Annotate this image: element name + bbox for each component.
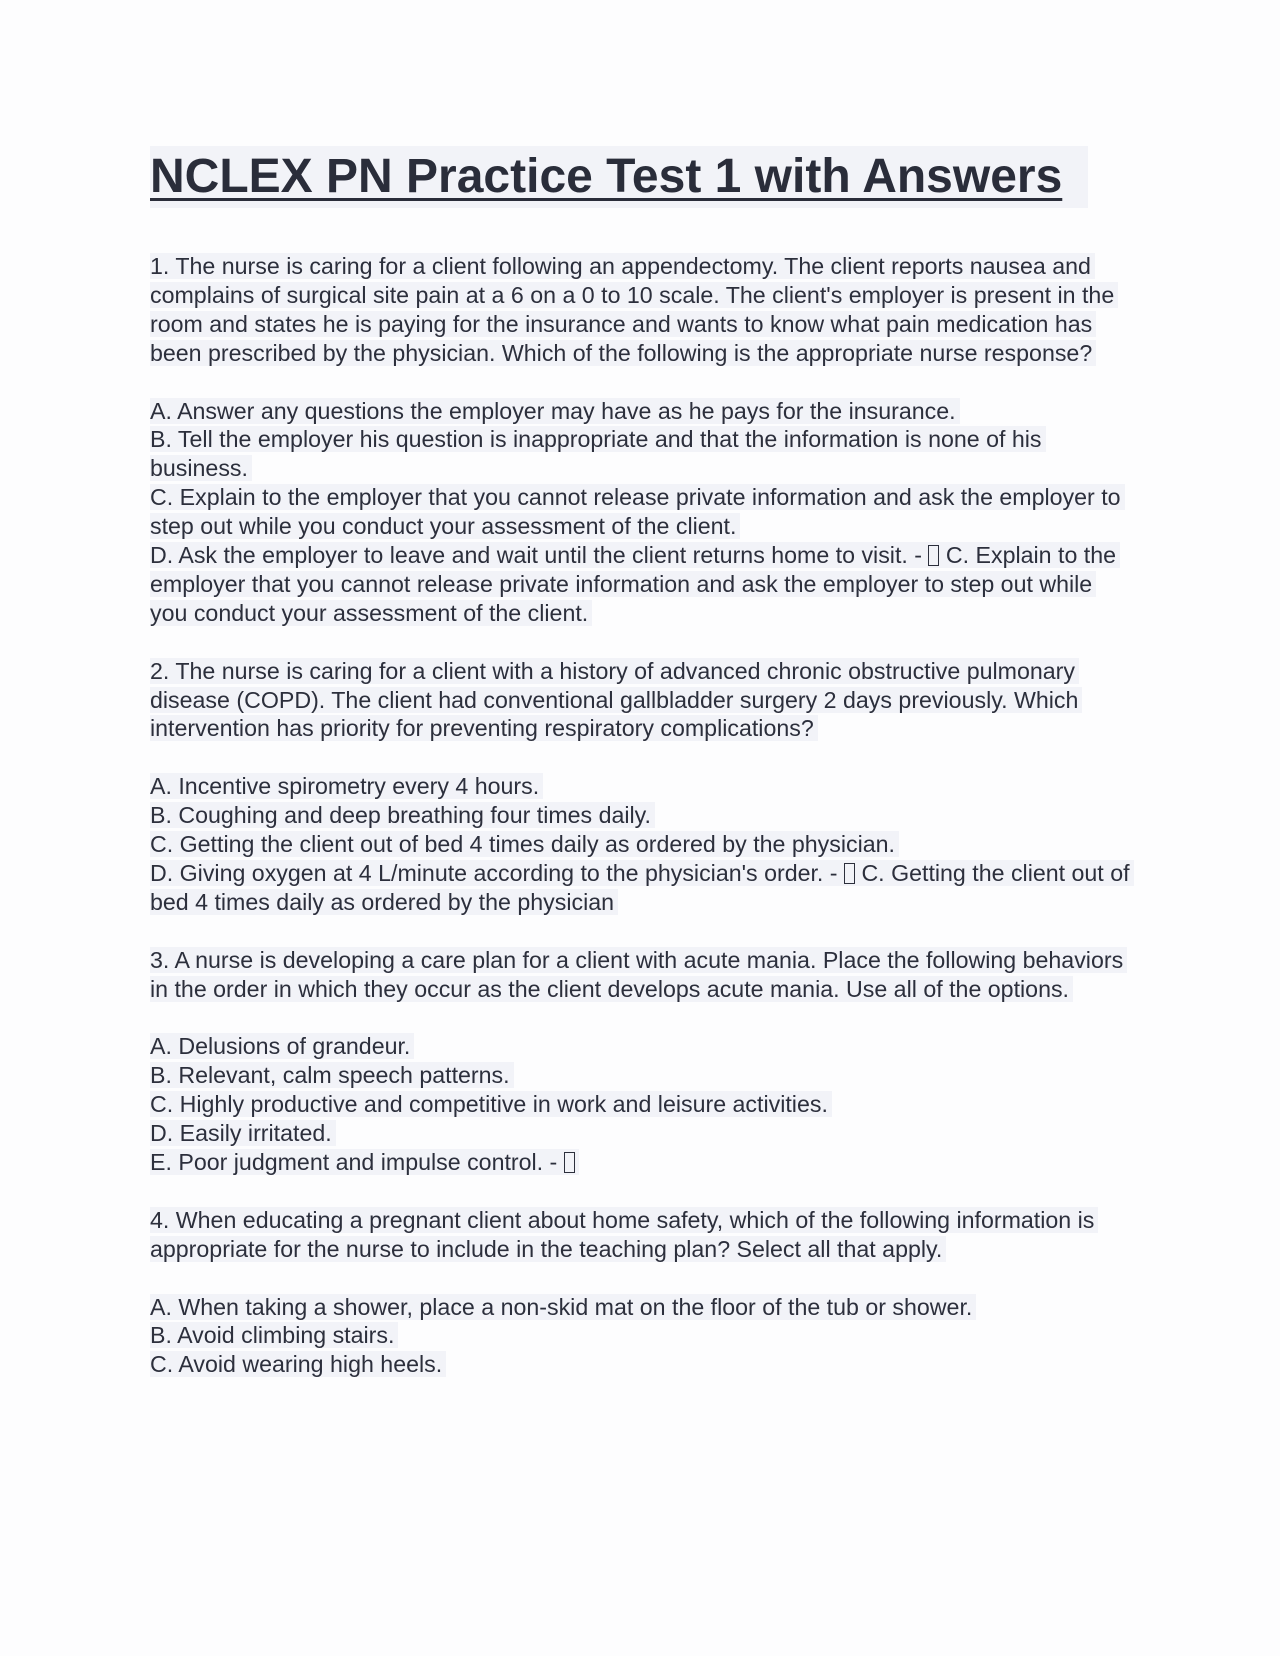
option-text: A. Answer any questions the employer may have as he pays for the insurance. [150,398,960,424]
answer-option [150,541,1130,628]
option-with-answer [150,860,1134,915]
question-stem [150,657,1130,744]
option-text: B. Avoid climbing stairs. [150,1322,398,1348]
option-text: D. Giving oxygen at 4 L/minute according to the physician's order. - [150,859,844,886]
option-with-answer [150,1149,579,1175]
correct-answer: C. Explain to the employer that you cannot release private information and ask the employer to step out while you conduct your assessment of the client. [150,542,1117,626]
question-stem-text: 1. The nurse is caring for a client following an appendectomy. The client reports nausea and complains of surgical site pain at a 6 on a 0 to 10 scale. The client's employer is present in the room and states he is paying for the insurance and wants to know what pain medication has been prescribed by the physician. Which of the following is the appropriate nurse response? [150,253,1118,366]
answer-option [150,1293,1130,1322]
question-4 [150,1206,1130,1379]
option-text: E. Poor judgment and impulse control. - [150,1149,564,1176]
answer-option [150,801,1130,830]
missing-glyph-icon [844,863,855,884]
document-page [150,146,1130,1379]
question-stem-text: 2. The nurse is caring for a client with a history of advanced chronic obstructive pulmonary disease (COPD). The client had conventional gallbladder surgery 2 days previously. Which intervention has priority for preventing respiratory complications? [150,658,1082,742]
option-text: A. Incentive spirometry every 4 hours. [150,773,543,799]
question-stem-text: 4. When educating a pregnant client about home safety, which of the following information is appropriate for the nurse to include in the teaching plan? Select all that apply. [150,1207,1098,1262]
answer-option [150,1090,1130,1119]
missing-glyph-icon [928,545,939,566]
document-body [150,252,1130,1379]
answer-option [150,772,1130,801]
answer-option [150,1032,1130,1061]
option-text: C. Explain to the employer that you cannot release private information and ask the employer to step out while you conduct your assessment of the client. [150,484,1125,539]
missing-glyph-icon [564,1152,575,1173]
document-title: NCLEX PN Practice Test 1 with Answers [150,146,1088,208]
option-with-answer [150,542,1120,626]
option-text: C. Highly productive and competitive in work and leisure activities. [150,1091,832,1117]
answer-option [150,397,1130,426]
option-text: C. Avoid wearing high heels. [150,1351,446,1377]
answer-option [150,1148,1130,1177]
option-text: B. Tell the employer his question is inappropriate and that the information is none of his business. [150,426,1046,481]
question-3 [150,946,1130,1177]
question-2 [150,657,1130,917]
answer-option [150,483,1130,541]
option-text: B. Coughing and deep breathing four times daily. [150,802,655,828]
answer-option [150,1119,1130,1148]
answer-option [150,1350,1130,1379]
option-text: C. Getting the client out of bed 4 times daily as ordered by the physician. [150,831,899,857]
question-stem [150,1206,1130,1264]
option-text: A. Delusions of grandeur. [150,1033,414,1059]
question-stem [150,946,1130,1004]
answer-option [150,1061,1130,1090]
answer-option [150,425,1130,483]
question-stem-text: 3. A nurse is developing a care plan for a client with acute mania. Place the following behaviors in the order in which they occur as the client develops acute mania. Use all of the options. [150,947,1127,1002]
answer-option [150,859,1130,917]
option-text: A. When taking a shower, place a non-skid mat on the floor of the tub or shower. [150,1294,976,1320]
question-stem [150,252,1130,368]
answer-option [150,1321,1130,1350]
answer-option [150,830,1130,859]
option-text: B. Relevant, calm speech patterns. [150,1062,514,1088]
option-text: D. Easily irritated. [150,1120,336,1146]
correct-answer: C. Getting the client out of bed 4 times daily as ordered by the physician [150,859,1130,915]
option-text: D. Ask the employer to leave and wait until the client returns home to visit. - [150,542,929,569]
question-1 [150,252,1130,628]
